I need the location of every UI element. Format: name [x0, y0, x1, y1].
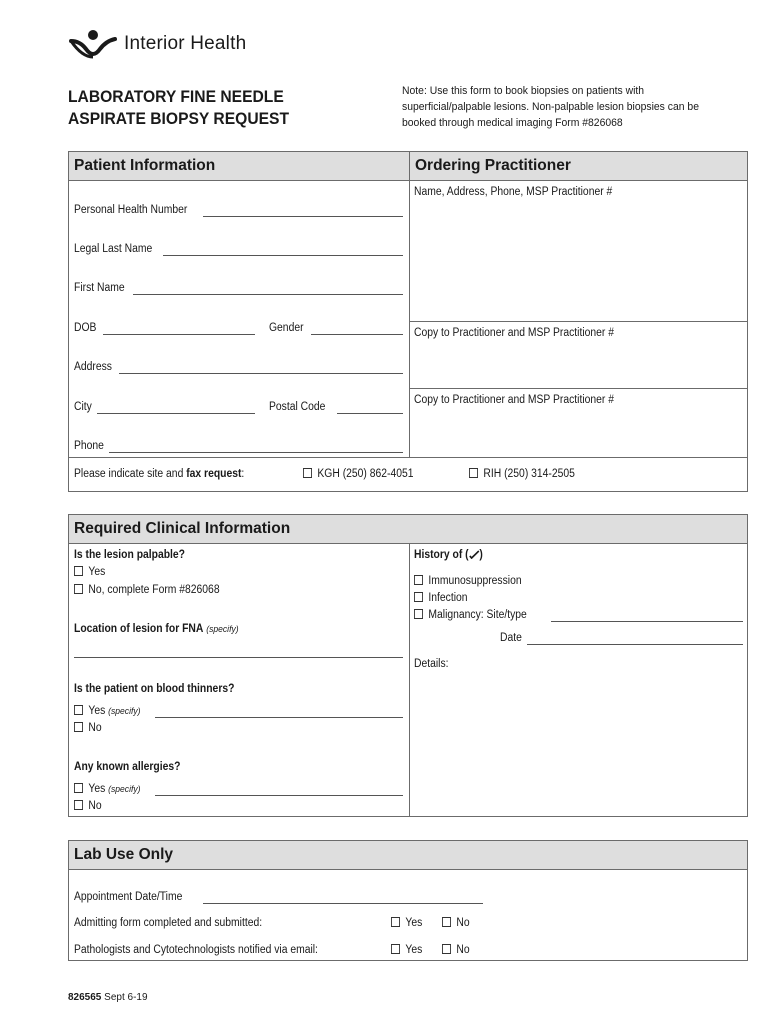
clinical-section: [68, 514, 748, 817]
thinners-yes-label: Yes: [88, 705, 106, 717]
kgh-option[interactable]: [303, 468, 413, 480]
practitioner-main-label: Name, Address, Phone, MSP Practitioner #: [414, 186, 613, 198]
allergies-yes-checkbox[interactable]: [74, 783, 83, 793]
allergies-yes-option[interactable]: [74, 783, 140, 795]
admitting-no-checkbox[interactable]: [442, 917, 451, 927]
interior-health-logo-icon: [68, 27, 118, 61]
notify-label: Pathologists and Cytotechnologists notified via email:: [74, 944, 318, 956]
allergies-no-option[interactable]: [74, 800, 102, 812]
site-request-bold: fax request: [186, 468, 242, 480]
brand-logo: [68, 24, 246, 64]
site-request-prefix: Please indicate site and: [74, 468, 187, 480]
clinical-info-header: Required Clinical Information: [69, 515, 747, 544]
rih-checkbox[interactable]: [469, 468, 478, 478]
phn-label: Personal Health Number: [74, 204, 188, 216]
appointment-field[interactable]: [203, 903, 483, 904]
malignancy-label: Malignancy: Site/type: [428, 609, 527, 621]
thinners-yes-option[interactable]: [74, 705, 140, 717]
admitting-label: Admitting form completed and submitted:: [74, 917, 263, 929]
gender-label: Gender: [269, 322, 304, 334]
immuno-checkbox[interactable]: [414, 575, 423, 585]
patient-info-header: Patient Information: [69, 152, 409, 181]
gender-field[interactable]: [311, 334, 403, 335]
location-specify: (specify): [206, 624, 239, 635]
malignancy-checkbox[interactable]: [414, 609, 423, 619]
form-title-line2: ASPIRATE BIOPSY REQUEST: [68, 109, 290, 128]
admitting-no-label: No: [456, 917, 470, 929]
form-note: [402, 83, 715, 131]
postal-code-field[interactable]: [337, 413, 403, 414]
location-label: [74, 623, 239, 635]
details-label: Details:: [414, 658, 449, 670]
infection-option[interactable]: [414, 592, 468, 604]
first-name-label: First Name: [74, 282, 125, 294]
copy-practitioner-2-label: Copy to Practitioner and MSP Practitioner #: [414, 394, 615, 406]
rih-label: RIH (250) 314-2505: [483, 468, 575, 480]
lab-use-header: Lab Use Only: [69, 841, 747, 870]
note-line3: booked through medical imaging Form #826068: [402, 117, 623, 129]
brand-name: Interior Health: [124, 33, 247, 54]
dob-field[interactable]: [103, 334, 255, 335]
practitioner-divider-1: [409, 321, 747, 322]
history-close: ): [479, 549, 483, 561]
allergies-specify: (specify): [108, 784, 141, 795]
postal-code-label: Postal Code: [269, 401, 326, 413]
note-line2: superficial/palpable lesions. Non-palpable lesion biopsies can be: [402, 101, 699, 113]
last-name-label: Legal Last Name: [74, 243, 153, 255]
palpable-question: Is the lesion palpable?: [74, 549, 186, 561]
city-label: City: [74, 401, 92, 413]
thinners-no-checkbox[interactable]: [74, 722, 83, 732]
ordering-practitioner-header: Ordering Practitioner: [409, 152, 747, 181]
site-request-label: [74, 468, 244, 480]
site-row-divider: [69, 457, 747, 458]
phone-field[interactable]: [109, 452, 403, 453]
location-field[interactable]: [74, 657, 403, 658]
first-name-field[interactable]: [133, 294, 403, 295]
allergies-no-label: No: [88, 800, 102, 812]
address-label: Address: [74, 361, 112, 373]
allergies-question: Any known allergies?: [74, 761, 181, 773]
admitting-no-option[interactable]: [442, 917, 470, 929]
lab-use-section: [68, 840, 748, 961]
note-line1: Note: Use this form to book biopsies on patients with: [402, 85, 645, 97]
immuno-option[interactable]: [414, 575, 522, 587]
notify-no-checkbox[interactable]: [442, 944, 451, 954]
kgh-label: KGH (250) 862-4051: [317, 468, 414, 480]
malignancy-option[interactable]: [414, 609, 527, 621]
rih-option[interactable]: [469, 468, 575, 480]
admitting-yes-label: Yes: [405, 917, 423, 929]
infection-label: Infection: [428, 592, 468, 604]
copy-practitioner-1-label: Copy to Practitioner and MSP Practitioner #: [414, 327, 615, 339]
malignancy-date-label: Date: [500, 632, 522, 644]
address-field[interactable]: [119, 373, 403, 374]
notify-no-label: No: [456, 944, 470, 956]
allergies-specify-field[interactable]: [155, 795, 403, 796]
patient-practitioner-section: [68, 151, 748, 492]
thinners-specify: (specify): [108, 706, 141, 717]
palpable-no-label: No, complete Form #826068: [88, 584, 220, 596]
blood-thinners-question: Is the patient on blood thinners?: [74, 683, 235, 695]
notify-yes-label: Yes: [405, 944, 423, 956]
checkmark-icon: [469, 549, 483, 561]
thinners-no-option[interactable]: [74, 722, 102, 734]
practitioner-main-area[interactable]: [410, 202, 746, 320]
form-code: 826565: [68, 992, 102, 1003]
notify-yes-option[interactable]: [391, 944, 422, 956]
form-title-line1: LABORATORY FINE NEEDLE: [68, 87, 284, 106]
infection-checkbox[interactable]: [414, 592, 423, 602]
site-request-suffix: :: [241, 468, 245, 480]
location-text: Location of lesion for FNA: [74, 623, 204, 635]
malignancy-date-field[interactable]: [527, 644, 743, 645]
notify-yes-checkbox[interactable]: [391, 944, 400, 954]
palpable-yes-label: Yes: [88, 566, 106, 578]
thinners-no-label: No: [88, 722, 102, 734]
allergies-no-checkbox[interactable]: [74, 800, 83, 810]
kgh-checkbox[interactable]: [303, 468, 312, 478]
appointment-label: Appointment Date/Time: [74, 891, 183, 903]
form-footer: [68, 992, 148, 1003]
immuno-label: Immunosuppression: [428, 575, 522, 587]
last-name-field[interactable]: [163, 255, 403, 256]
city-field[interactable]: [97, 413, 255, 414]
allergies-yes-label: Yes: [88, 783, 106, 795]
thinners-yes-checkbox[interactable]: [74, 705, 83, 715]
phone-label: Phone: [74, 440, 104, 452]
malignancy-site-field[interactable]: [551, 621, 743, 622]
palpable-yes-option[interactable]: [74, 566, 105, 578]
history-text: History of (: [414, 549, 469, 561]
details-area[interactable]: [410, 675, 746, 815]
notify-no-option[interactable]: [442, 944, 470, 956]
palpable-no-checkbox[interactable]: [74, 584, 83, 594]
practitioner-divider-2: [409, 388, 747, 389]
thinners-specify-field[interactable]: [155, 717, 403, 718]
form-title: [68, 86, 289, 130]
dob-label: DOB: [74, 322, 97, 334]
palpable-yes-checkbox[interactable]: [74, 566, 83, 576]
admitting-yes-checkbox[interactable]: [391, 917, 400, 927]
palpable-no-option[interactable]: [74, 584, 220, 596]
history-label: [414, 549, 483, 561]
phn-field[interactable]: [203, 216, 403, 217]
form-date: Sept 6-19: [104, 992, 148, 1003]
admitting-yes-option[interactable]: [391, 917, 422, 929]
